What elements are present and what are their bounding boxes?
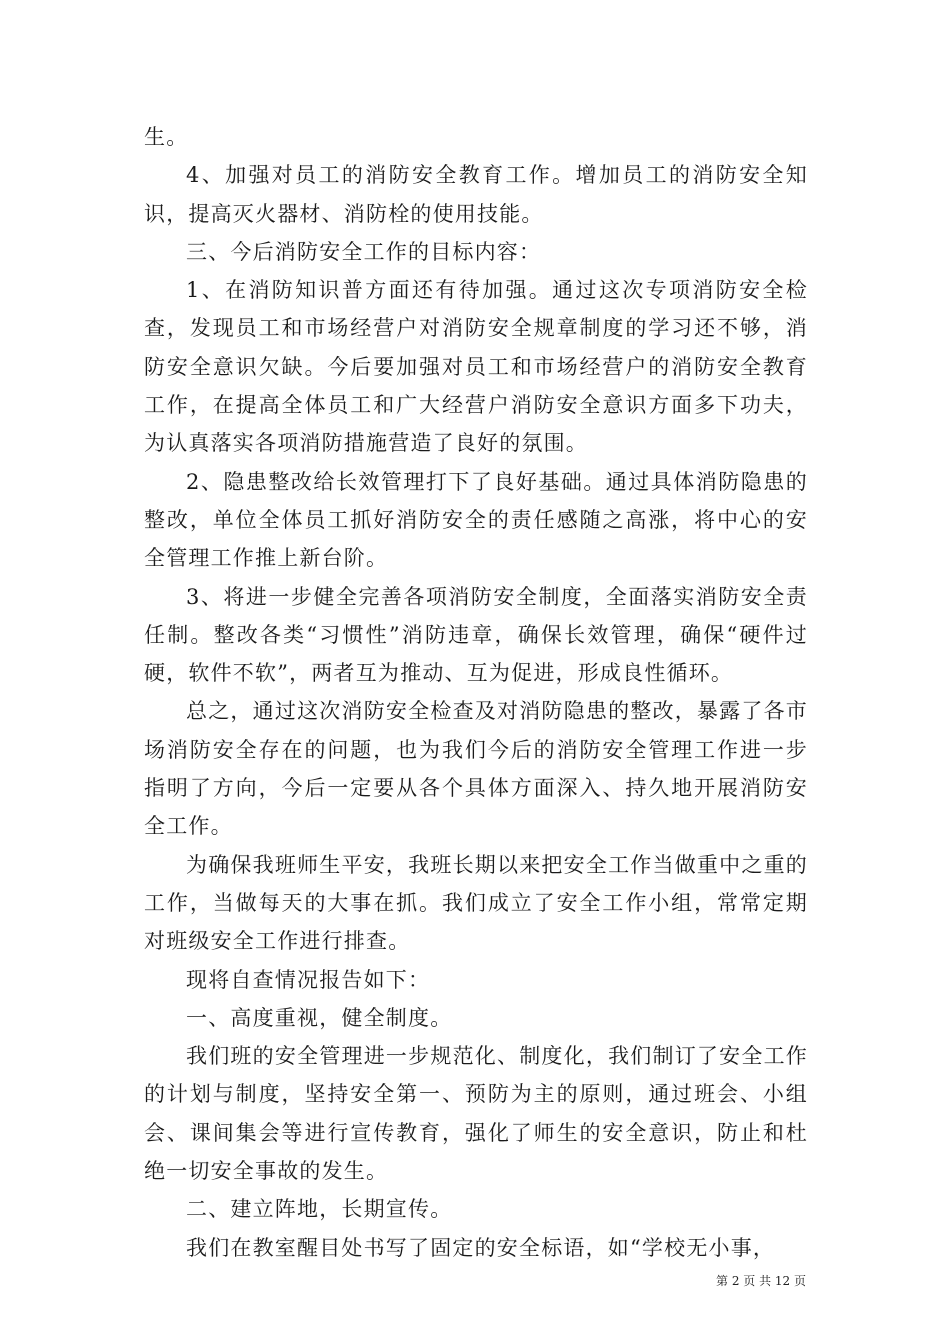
paragraph: 我们班的安全管理进一步规范化、制度化，我们制订了安全工作的计划与制度，坚持安全第一、预防为主的原则，通过班会、小组会、课间集会等进行宣传教育，强化了师生的安全意识，防止和杜绝一切安全事故的发生。 bbox=[144, 1044, 808, 1184]
paragraph: 现将自查情况报告如下： bbox=[186, 967, 431, 992]
section-heading: 一、高度重视，健全制度。 bbox=[186, 1005, 453, 1030]
paragraph: 4、加强对员工的消防安全教育工作。增加员工的消防安全知识，提高灭火器材、消防栓的使用技能。 bbox=[144, 163, 808, 226]
document-body bbox=[144, 118, 808, 1267]
section-heading: 三、今后消防安全工作的目标内容： bbox=[186, 239, 542, 264]
page-number: 第 2 页 共 12 页 bbox=[716, 1274, 806, 1288]
paragraph: 2、隐患整改给长效管理打下了良好基础。通过具体消防隐患的整改，单位全体员工抓好消防安全的责任感随之高涨，将中心的安全管理工作推上新台阶。 bbox=[144, 469, 808, 571]
paragraph: 我们在教室醒目处书写了固定的安全标语，如“学校无小事， bbox=[186, 1235, 776, 1260]
paragraph: 生。 bbox=[144, 125, 189, 149]
paragraph: 1、在消防知识普方面还有待加强。通过这次专项消防安全检查，发现员工和市场经营户对消防安全规章制度的学习还不够，消防安全意识欠缺。今后要加强对员工和市场经营户的消防安全教育工作，在提高全体员工和广大经营户消防安全意识方面多下功夫，为认真落实各项消防措施营造了良好的氛围。 bbox=[144, 278, 808, 456]
paragraph: 为确保我班师生平安，我班长期以来把安全工作当做重中之重的工作，当做每天的大事在抓。我们成立了安全工作小组，常常定期对班级安全工作进行排查。 bbox=[144, 852, 808, 954]
section-heading: 二、建立阵地，长期宣传。 bbox=[186, 1197, 453, 1222]
paragraph: 总之，通过这次消防安全检查及对消防隐患的整改，暴露了各市场消防安全存在的问题，也为我们今后的消防安全管理工作进一步指明了方向，今后一定要从各个具体方面深入、持久地开展消防安全工作。 bbox=[144, 699, 808, 839]
paragraph: 3、将进一步健全完善各项消防安全制度，全面落实消防安全责任制。整改各类“习惯性”消防违章，确保长效管理，确保“硬件过硬，软件不软”，两者互为推动、互为促进，形成良性循环。 bbox=[144, 584, 808, 686]
